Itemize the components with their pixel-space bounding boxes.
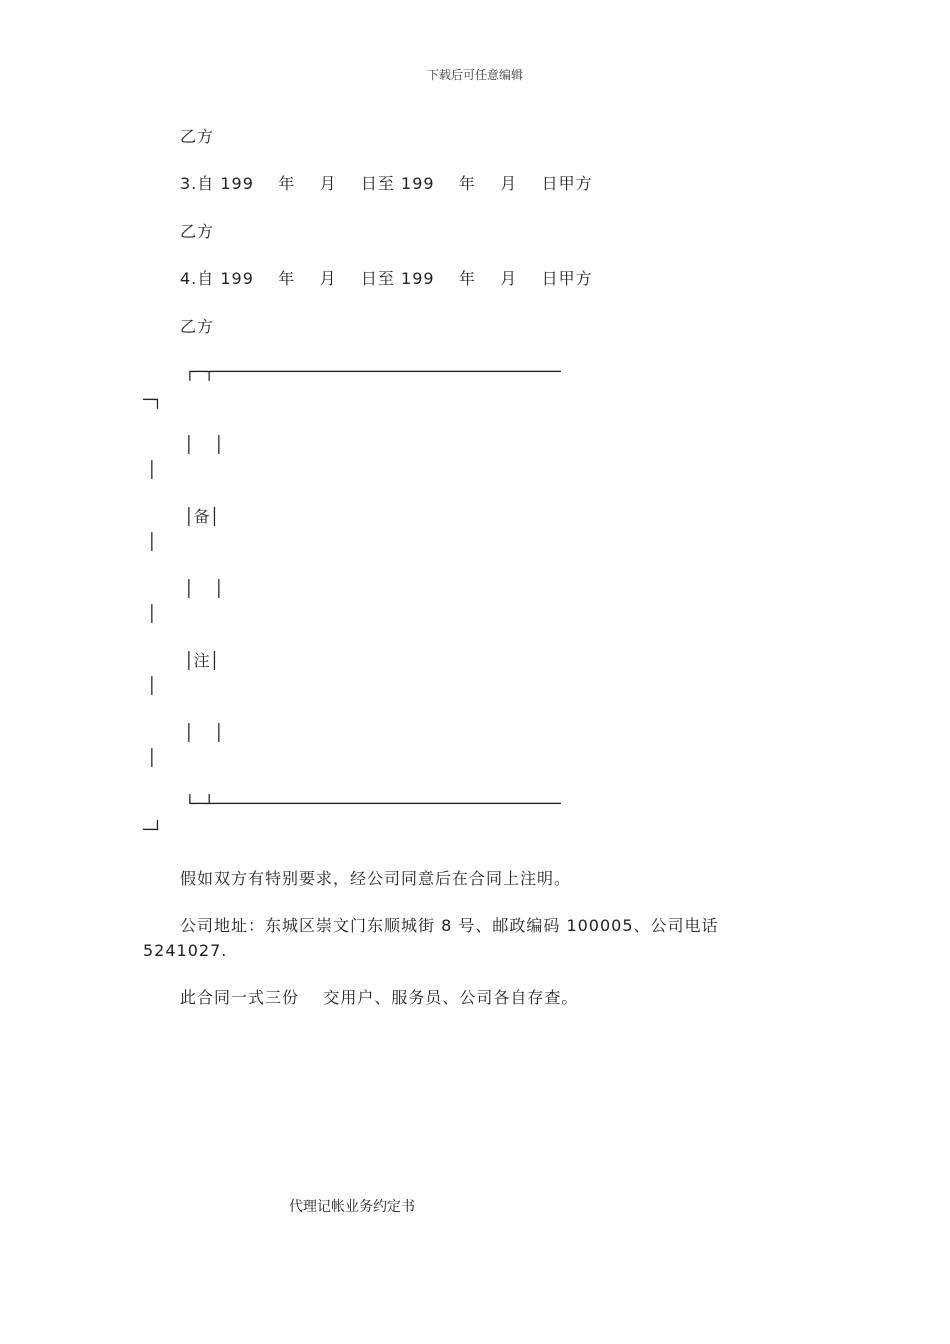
box-right-bar: │ [147, 460, 157, 479]
party-b-line-3: 乙方 [180, 317, 215, 336]
special-requirements-paragraph: 假如双方有特别要求，经公司同意后在合同上注明。 [180, 869, 572, 888]
party-b-line-1: 乙方 [180, 127, 215, 146]
box-row-blank: │ │ [184, 579, 224, 598]
box-right-bar: │ [147, 532, 157, 551]
page-header: 下载后可任意编辑 [426, 68, 523, 82]
next-document-title: 代理记帐业务约定书 [289, 1199, 415, 1215]
period-line-4: 4.自 199 年 月 日至 199 年 月 日甲方 [180, 269, 593, 288]
company-phone-line: 5241027. [143, 941, 228, 960]
box-row-blank: │ │ [184, 435, 224, 454]
company-address-line: 公司地址：东城区崇文门东顺城街 8 号、邮政编码 100005、公司电话 [180, 916, 719, 935]
box-row-zhu: │注│ [184, 651, 220, 670]
copies-paragraph: 此合同一式三份 交用户、服务员、公司各自存查。 [180, 988, 579, 1007]
box-right-bar: │ [147, 676, 157, 695]
box-top-border: ┌─┬──────────────────────────────────── [185, 362, 561, 381]
party-b-line-2: 乙方 [180, 222, 215, 241]
box-row-blank: │ │ [184, 723, 224, 742]
box-right-bar: │ [147, 748, 157, 767]
box-right-bar: │ [147, 604, 157, 623]
box-bottom-border: └─┴──────────────────────────────────── [185, 794, 561, 813]
box-row-bei: │备│ [184, 507, 220, 526]
box-bottom-right-corner: ─┘ [143, 820, 163, 839]
box-top-right-corner: ─┐ [143, 390, 163, 409]
period-line-3: 3.自 199 年 月 日至 199 年 月 日甲方 [180, 174, 593, 193]
